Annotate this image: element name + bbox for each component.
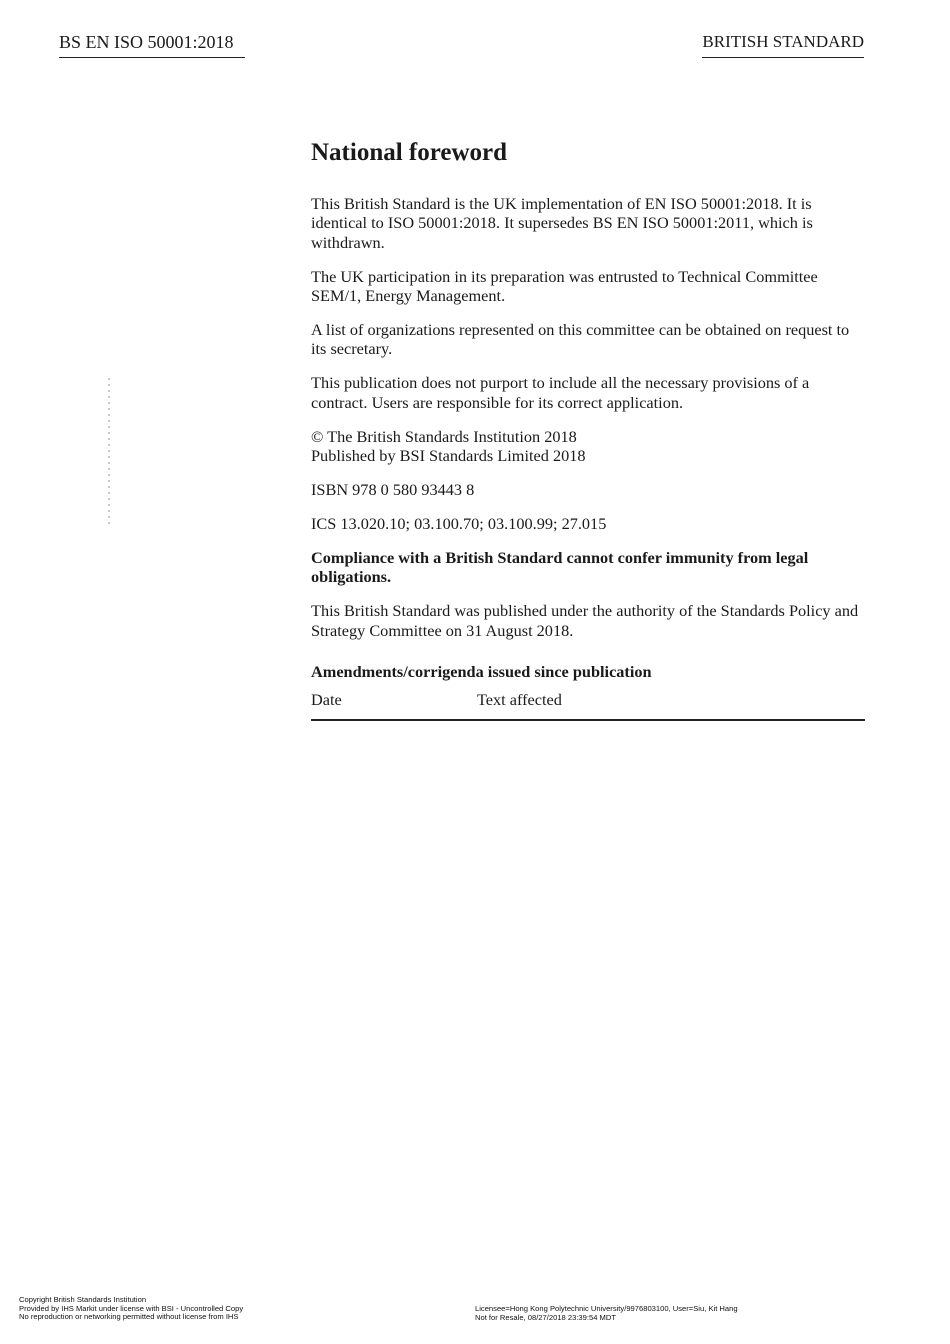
column-header-date: Date xyxy=(311,689,342,709)
column-header-text-affected: Text affected xyxy=(477,689,562,709)
paragraph-provisions: This publication does not purport to include all the necessary provisions of a contract. Users are responsible for its correct application. xyxy=(311,373,810,412)
page-title: National foreword xyxy=(311,139,508,166)
paragraph-participation: The UK participation in its preparation was entrusted to Technical Committee SEM/1, Energy Management. xyxy=(311,266,818,306)
publisher-line: Published by BSI Standards Limited 2018 xyxy=(311,446,586,466)
footer-line: No reproduction or networking permitted without license from IHS xyxy=(19,1312,239,1322)
footer-line: Not for Resale, 08/27/2018 23:39:54 MDT xyxy=(475,1312,616,1322)
isbn: ISBN 978 0 580 93443 8 xyxy=(311,479,475,499)
header-document-id: BS EN ISO 50001:2018 xyxy=(59,31,245,58)
amendments-heading: Amendments/corrigenda issued since publication xyxy=(311,661,652,681)
footer-copyright xyxy=(19,1296,243,1322)
footer-licensee xyxy=(475,1305,738,1322)
copyright-block xyxy=(311,427,865,466)
foreword-section xyxy=(311,138,865,721)
paragraph-authority: This British Standard was published under the authority of the Standards Policy and Strategy Committee on 31 August 2018. xyxy=(311,601,859,640)
compliance-notice: Compliance with a British Standard cannot confer immunity from legal obligations. xyxy=(311,547,809,587)
footer-line: Licensee=Hong Kong Polytechnic University/9976803100, User=Siu, Kit Hang xyxy=(475,1304,738,1313)
amendments-table xyxy=(311,690,865,721)
footer-line: Copyright British Standards Institution xyxy=(19,1295,147,1304)
ics-codes: ICS 13.020.10; 03.100.70; 03.100.99; 27.015 xyxy=(311,513,607,533)
paragraph-organizations: A list of organizations represented on this committee can be obtained on request to its secretary. xyxy=(311,320,850,359)
margin-watermark xyxy=(108,378,110,524)
copyright-line: © The British Standards Institution 2018 xyxy=(311,426,577,446)
paragraph-implementation: This British Standard is the UK implementation of EN ISO 50001:2018. It is identical to ISO 50001:2018. It supersedes BS EN ISO 50001:2011, which is withdrawn. xyxy=(311,194,813,252)
header-series-label: BRITISH STANDARD xyxy=(702,31,864,58)
amendments-header-row xyxy=(311,690,865,720)
footer-line: Provided by IHS Markit under license with BSI - Uncontrolled Copy xyxy=(19,1303,244,1313)
